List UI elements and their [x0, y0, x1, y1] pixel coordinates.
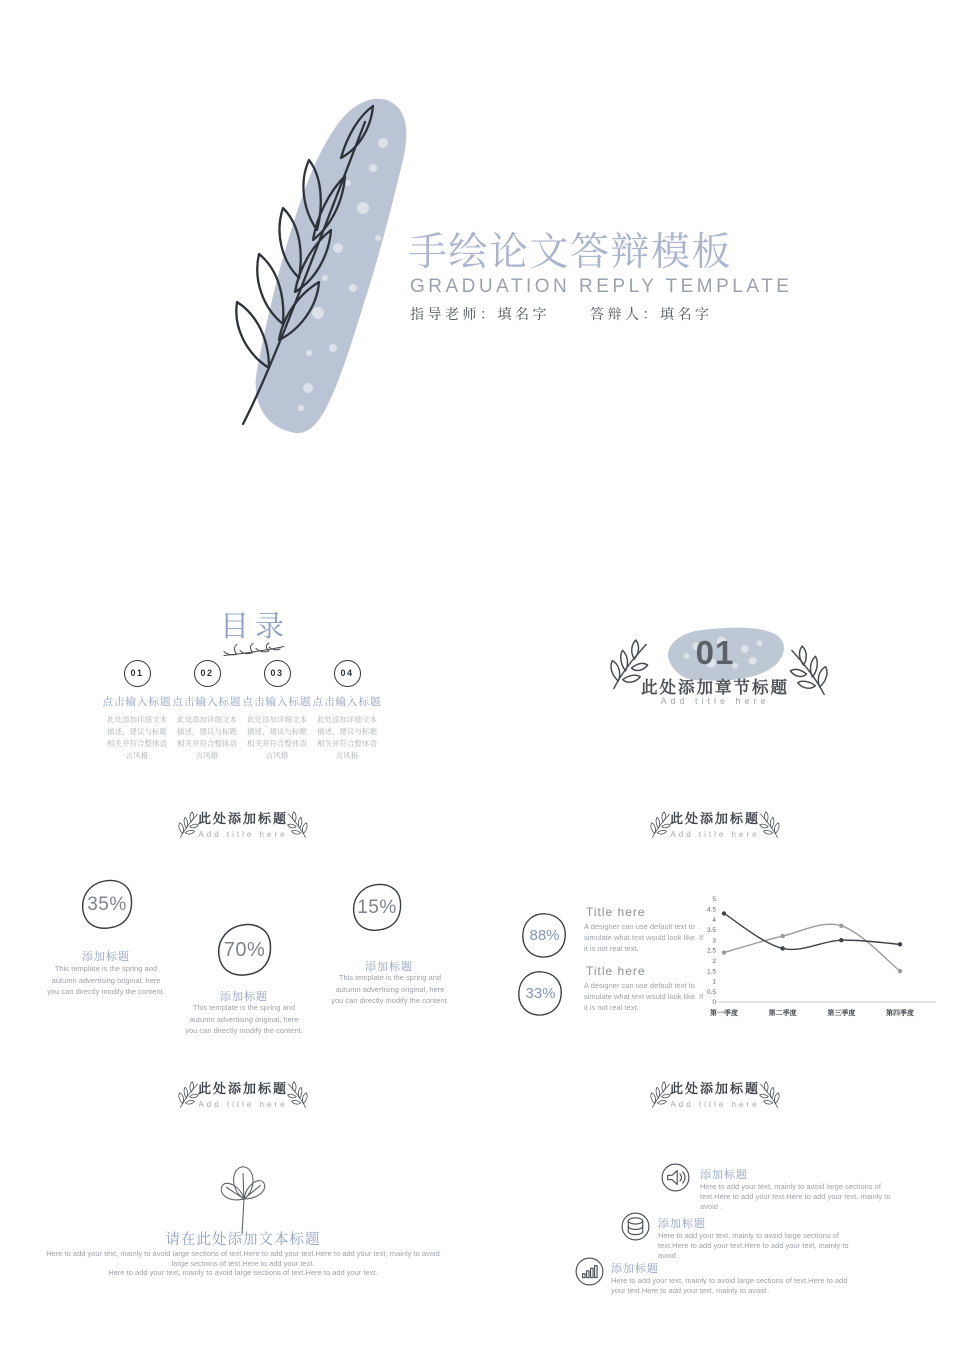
laurel-sprig-icon — [285, 1081, 309, 1109]
section-title: 此处添加标题 — [197, 1081, 288, 1096]
svg-text:3: 3 — [712, 937, 716, 945]
quarterly-line-chart — [688, 890, 942, 1022]
svg-text:2.5: 2.5 — [706, 947, 716, 955]
percent-heading: 添加标题 — [82, 951, 130, 963]
cover-title: 手绘论文答辩模板 — [408, 231, 733, 274]
percent-blob-35 — [80, 879, 134, 930]
percent-blob-15 — [351, 883, 403, 932]
svg-text:0.5: 0.5 — [706, 988, 716, 996]
section-subtitle: Add title here — [198, 1100, 288, 1109]
text-line: large sections of text.Here to add your text. — [171, 1258, 315, 1268]
toc-number-circle: 04 — [334, 660, 361, 687]
twig-decoration-icon — [222, 642, 286, 659]
stat-body: A designer can use default text to simulate what text would look like. If it is not real text. — [584, 981, 704, 1012]
toc-item-1 — [102, 660, 172, 762]
toc-item-2 — [172, 660, 242, 762]
percent-body: This template is the spring and autumn advertising original, here you can directly modify the content. — [331, 973, 449, 1006]
text-line: Here to add your text, mainly to avoid large sections of text.Here to add your text.Here to add your text, mainly to avoid — [46, 1249, 440, 1258]
svg-text:2: 2 — [712, 958, 716, 965]
svg-text:1.5: 1.5 — [706, 968, 716, 976]
icon-item-heading: 添加标题 — [658, 1218, 706, 1230]
chapter-title: 此处添加章节标题 — [641, 679, 789, 697]
laurel-sprig-icon — [649, 811, 673, 839]
slide-stats-chart — [480, 800, 960, 1050]
text-block-title: 请在此处添加文本标题 — [165, 1232, 321, 1248]
percent-blob-70 — [216, 923, 273, 977]
slide-icon-list — [480, 1070, 960, 1330]
svg-text:第三季度: 第三季度 — [827, 1010, 856, 1017]
toc-item-body: 此处添加详细文本描述，建议与标题相关并符合整体语言风格 — [177, 715, 237, 760]
percent-heading: 添加标题 — [220, 991, 268, 1003]
chapter-subtitle: Add title here — [660, 696, 770, 706]
toc-item-body: 此处添加详细文本描述，建议与标题相关并符合整体语言风格 — [317, 715, 377, 760]
icon-item-heading: 添加标题 — [700, 1169, 748, 1181]
toc-number-circle: 02 — [194, 660, 221, 687]
svg-text:3.5: 3.5 — [706, 927, 716, 935]
percent-body: This template is the spring and autumn advertising original, here you can directly modify the content. — [185, 1003, 303, 1036]
svg-text:4: 4 — [712, 916, 716, 924]
stat-value: 88% — [529, 927, 560, 944]
speaker-icon — [661, 1163, 690, 1192]
stat-body: A designer can use default text to simulate what text would look like. If it is not real text. — [584, 922, 704, 953]
slide-percentages — [0, 800, 480, 1050]
percent-value: 15% — [357, 896, 397, 918]
svg-text:4.5: 4.5 — [706, 906, 716, 914]
cover-subtitle: GRADUATION REPLY TEMPLATE — [410, 276, 793, 297]
text-line: Here to add your text, mainly to avoid large sections of text.Here to add your text. — [108, 1268, 378, 1278]
percent-value: 70% — [223, 938, 266, 961]
slide-text — [0, 1070, 480, 1310]
stat-ring-88 — [521, 912, 568, 959]
laurel-sprig-icon — [757, 811, 781, 839]
section-subtitle: Add title here — [198, 830, 288, 839]
supervisor-label: 指导老师：填名字 — [410, 306, 550, 322]
svg-text:第四季度: 第四季度 — [886, 1010, 914, 1017]
stat-ring-33 — [517, 970, 564, 1017]
presenter-label: 答辩人：填名字 — [590, 306, 713, 322]
slide-toc — [0, 0, 480, 790]
toc-item-4 — [312, 660, 382, 762]
stat-value: 33% — [525, 985, 556, 1002]
stat-title: Title here — [586, 964, 646, 978]
svg-text:0: 0 — [712, 999, 716, 1007]
section-header — [615, 1078, 815, 1109]
toc-item-3 — [242, 660, 312, 762]
laurel-sprig-icon — [285, 811, 309, 839]
chapter-number: 01 — [695, 634, 735, 671]
flower-sketch-icon — [215, 1158, 271, 1236]
laurel-sprig-icon — [177, 1081, 201, 1109]
toc-item-heading: 点击输入标题 — [312, 696, 382, 708]
section-title: 此处添加标题 — [197, 811, 288, 826]
laurel-sprig-icon — [649, 1081, 673, 1109]
laurel-sprig-icon — [177, 811, 201, 839]
slide-chapter — [480, 590, 960, 790]
svg-text:第一季度: 第一季度 — [710, 1010, 738, 1017]
toc-item-heading: 点击输入标题 — [242, 696, 312, 708]
stat-title: Title here — [586, 905, 646, 919]
section-subtitle: Add title here — [670, 1100, 760, 1109]
toc-item-heading: 点击输入标题 — [102, 696, 172, 708]
section-title: 此处添加标题 — [669, 1081, 760, 1096]
toc-number-circle: 01 — [124, 660, 151, 687]
svg-text:5: 5 — [712, 896, 716, 904]
icon-item-body: Here to add your text, mainly to avoid large sections of text.Here to add your text.Here to add your text, mainly to avoid . — [658, 1231, 849, 1260]
icon-item-body: Here to add your text, mainly to avoid large sections of text.Here to add your text.Here to add your text, mainly to avoid . — [700, 1182, 891, 1211]
laurel-sprig-icon — [757, 1081, 781, 1109]
icon-item-body: Here to add your text, mainly to avoid large sections of text.Here to add your text.Here to add your text, mainly to avoid . — [611, 1276, 848, 1295]
toc-number-circle: 03 — [264, 660, 291, 687]
percent-value: 35% — [87, 893, 127, 915]
svg-text:1: 1 — [712, 978, 716, 986]
section-subtitle: Add title here — [670, 830, 760, 839]
section-header — [143, 808, 343, 839]
toc-item-body: 此处添加详细文本描述，建议与标题相关并符合整体语言风格 — [247, 715, 307, 760]
svg-text:第二季度: 第二季度 — [768, 1010, 797, 1017]
toc-item-body: 此处添加详细文本描述，建议与标题相关并符合整体语言风格 — [107, 715, 167, 760]
section-title: 此处添加标题 — [669, 811, 760, 826]
icon-item-heading: 添加标题 — [611, 1263, 659, 1275]
text-block-body — [20, 1249, 466, 1278]
toc-items — [102, 660, 382, 762]
database-icon — [621, 1212, 650, 1241]
toc-item-heading: 点击输入标题 — [172, 696, 242, 708]
section-header — [143, 1078, 343, 1109]
bar-chart-icon — [575, 1257, 604, 1286]
percent-heading: 添加标题 — [365, 961, 413, 973]
section-header — [615, 808, 815, 839]
percent-body: This template is the spring and autumn advertising original, here you can directly modify the content. — [47, 964, 165, 997]
toc-title: 目录 — [219, 611, 290, 643]
